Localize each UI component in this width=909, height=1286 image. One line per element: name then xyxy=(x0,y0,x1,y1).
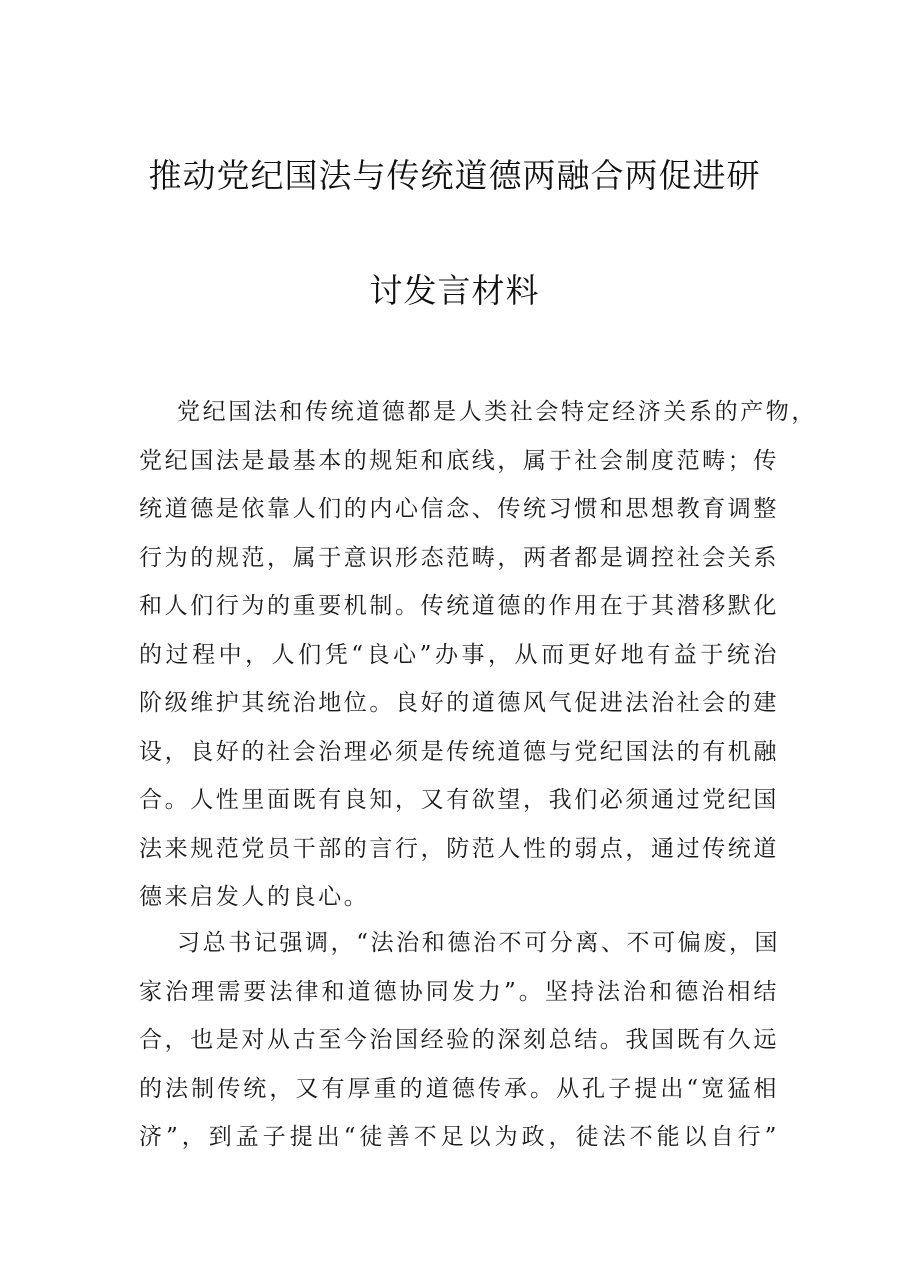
paragraph-line: 党纪国法和传统道德都是人类社会特定经济关系的产物， xyxy=(177,399,817,425)
paragraph-line: 党纪国法是最基本的规矩和底线，属于社会制度范畴；传 xyxy=(139,447,779,474)
paragraph-line: 和人们行为的重要机制。传统道德的作用在于其潜移默化 xyxy=(139,593,779,619)
paragraph-line: 合。人性里面既有良知，又有欲望，我们必须通过党纪国 xyxy=(139,787,779,813)
paragraph-line: 家治理需要法律和道德协同发力”。坚持法治和德治相结 xyxy=(139,978,779,1005)
paragraph-line: 统道德是依靠人们的内心信念、传统习惯和思想教育调整 xyxy=(139,496,779,522)
paragraph-line: 德来启发人的良心。 xyxy=(139,884,370,910)
paragraph-line: 行为的规范，属于意识形态范畴，两者都是调控社会关系 xyxy=(139,544,779,571)
document-title-line-1: 推动党纪国法与传统道德两融合两促进研 xyxy=(148,156,761,195)
paragraph-line: 的过程中，人们凭“良心”办事，从而更好地有益于统治 xyxy=(139,641,779,668)
document-title-line-2: 讨发言材料 xyxy=(369,271,540,310)
paragraph-line: 济”，到孟子提出“徒善不足以为政，徒法不能以自行” xyxy=(139,1124,779,1150)
paragraph-line: 阶级维护其统治地位。良好的道德风气促进法治社会的建 xyxy=(139,690,779,716)
paragraph-1 xyxy=(139,388,817,922)
paragraph-line: 习总书记强调，“法治和德治不可分离、不可偏废，国 xyxy=(177,930,781,956)
paragraph-line: 的法制传统，又有厚重的道德传承。从孔子提出“宽猛相 xyxy=(139,1075,779,1102)
paragraph-line: 合，也是对从古至今治国经验的深刻总结。我国既有久远 xyxy=(139,1027,779,1053)
paragraph-2 xyxy=(139,919,779,1162)
paragraph-line: 设，良好的社会治理必须是传统道德与党纪国法的有机融 xyxy=(139,738,779,765)
paragraph-line: 法来规范党员干部的言行，防范人性的弱点，通过传统道 xyxy=(139,835,779,862)
